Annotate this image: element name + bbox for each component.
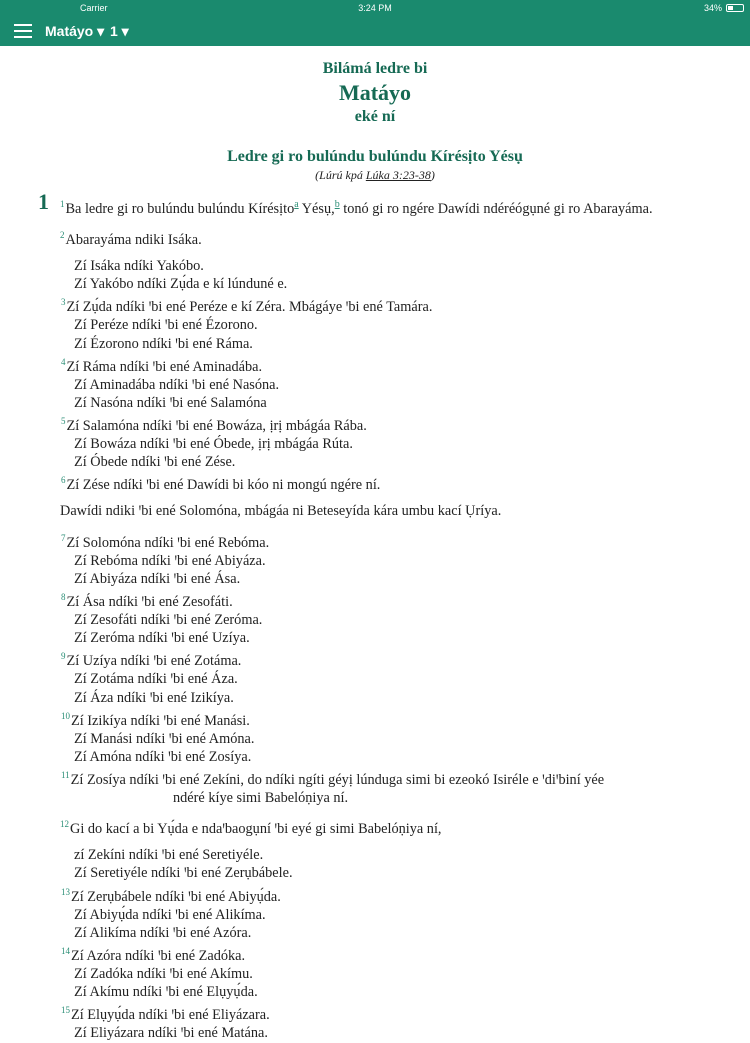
verse-number: 7 <box>61 532 66 543</box>
verse-line <box>0 435 750 453</box>
verse-line <box>0 647 750 670</box>
verse-number: 5 <box>61 416 66 427</box>
verse-text: Zí Akímu ndíki ꞌbi ené Elụyụ́da. <box>74 984 258 1001</box>
verse-text: Zí Ráma ndíki ꞌbi ené Aminadába. <box>66 358 263 375</box>
verse-text: Zí Áza ndíki ꞌbi ené Izikíya. <box>74 689 234 706</box>
verse-line <box>0 864 750 882</box>
verse-text: Zí Eliyázara ndíki ꞌbi ené Matána. <box>74 1025 268 1042</box>
verse-text: zí Zekíni ndíki ꞌbi ené Seretiyéle. <box>74 847 264 864</box>
verse-line <box>0 316 750 334</box>
book-title: Matáyo <box>338 80 412 105</box>
verse-text: Yésụ, <box>298 200 335 217</box>
verse-continuation: ndéré kíye simi Babelóṇiya ní. <box>173 790 349 807</box>
cross-reference-link[interactable]: Lúka 3:23-38 <box>365 168 431 182</box>
verse-line <box>0 906 750 924</box>
verse-text: Zí Zosíya ndíki ꞌbi ené Zekíni, do ndíki ngíti géyị lúnduga simi bi ezeokó Isiréle e ꞌdiꞌbiní yée <box>70 771 605 788</box>
chapter-selector[interactable]: 1 ▾ <box>110 23 129 39</box>
verse-line <box>0 471 750 494</box>
verse-text: Zí Peréze ndíki ꞌbi ené Ézorono. <box>74 317 258 334</box>
verse-line <box>0 629 750 647</box>
battery-icon <box>726 4 744 12</box>
poetry-block-c <box>0 846 750 1042</box>
poetry-block-a <box>0 257 750 495</box>
verse-text: Zí Isáka ndíki Yakóbo. <box>74 257 204 274</box>
scripture-content[interactable] <box>0 46 750 1043</box>
verse-text: tonó gi ro ngére Dawídi ndéréógụné gi ro Abarayáma. <box>339 200 653 217</box>
verse-text: Zí Zadóka ndíki ꞌbi ené Akímu. <box>74 966 253 983</box>
status-time: 3:24 PM <box>358 3 392 13</box>
prose-paragraph: Dawídi ndiki ꞌbi ené Solomóna, mbágáa ni Beteseyída kára umbu kací Ụríya. <box>60 503 502 520</box>
ref-suffix: ) <box>430 168 435 182</box>
status-bar <box>0 0 750 16</box>
chapter-number: 1 <box>38 189 49 214</box>
verse-text: Zí Abiyụ́da ndíki ꞌbi ené Alikíma. <box>74 906 266 923</box>
verse-line <box>0 335 750 353</box>
verse-line <box>0 748 750 766</box>
verse-number: 2 <box>60 229 65 240</box>
verse-line <box>0 412 750 435</box>
verse-number: 10 <box>61 710 70 721</box>
verse-line <box>0 588 750 611</box>
verse-text: Zí Zụ́da ndíki ꞌbi ené Peréze e kí Zéra. Mbágáye ꞌbi ené Tamára. <box>66 299 433 316</box>
verse-text: Gi do kací a bi Yụ́da e ndaꞌbaogụní ꞌbi eyé gi simi Babelóṇiya ní, <box>70 821 442 838</box>
verse-line <box>0 766 750 789</box>
verse-line <box>0 611 750 629</box>
verse-text: Zí Solomóna ndíki ꞌbi ené Rebóma. <box>66 534 270 551</box>
section-heading: Ledre gi ro bulúndu bulúndu Kírésịto Yésụ <box>227 148 523 165</box>
ref-prefix: (Lúrú kpá <box>315 168 366 182</box>
verse-line <box>0 552 750 570</box>
verse-text: Zí Izikíya ndíki ꞌbi ené Manási. <box>71 712 250 729</box>
footnote-b-link[interactable]: b <box>334 199 340 210</box>
verse-text: Zí Ása ndíki ꞌbi ené Zesofáti. <box>66 593 233 610</box>
verse-text: Zí Zotáma ndíki ꞌbi ené Áza. <box>74 671 238 688</box>
verse-text: Zí Bowáza ndíki ꞌbi ené Óbede, ịrị mbágáa Rúta. <box>74 436 353 453</box>
verse-line <box>0 883 750 906</box>
verse-text: Zí Manási ndíki ꞌbi ené Amóna. <box>74 730 255 747</box>
verse-number: 13 <box>61 886 70 897</box>
verse-line <box>0 670 750 688</box>
carrier-label: Carrier <box>80 3 108 13</box>
verse-text: Zí Uzíya ndíki ꞌbi ené Zotáma. <box>66 653 242 670</box>
verse-line <box>0 1001 750 1024</box>
verse-line <box>0 924 750 942</box>
verse-line <box>0 293 750 316</box>
verse-line <box>0 394 750 412</box>
verse-line <box>0 730 750 748</box>
verse-text: Ba ledre gi ro bulúndu bulúndu Kírésịto <box>65 200 295 217</box>
verse-line <box>0 846 750 864</box>
verse-text: Zí Zeróma ndíki ꞌbi ené Uzíya. <box>74 630 250 647</box>
verse-number: 11 <box>61 770 70 781</box>
verse-line <box>0 570 750 588</box>
poetry-block-b <box>0 529 750 789</box>
verse-number: 12 <box>60 819 69 830</box>
verse-text: Zí Alikíma ndíki ꞌbi ené Azóra. <box>74 924 252 941</box>
verse-number: 8 <box>61 592 66 603</box>
verse-text: Zí Salamóna ndíki ꞌbi ené Bowáza, ịrị mbágáa Rába. <box>66 417 367 434</box>
verse-text: Abarayáma ndiki Isáka. <box>65 231 202 248</box>
book-selector[interactable]: Matáyo ▾ <box>45 23 105 39</box>
verse-text: Zí Elụyụ́da ndíki ꞌbi ené Eliyázara. <box>71 1007 270 1024</box>
battery-percent: 34% <box>703 3 722 13</box>
verse-paragraph-12 <box>60 815 690 838</box>
verse-line <box>0 376 750 394</box>
footnote-a-link[interactable]: a <box>294 199 299 210</box>
verse-text: Zí Amóna ndíki ꞌbi ené Zosíya. <box>74 748 252 765</box>
verse-number: 15 <box>61 1005 70 1016</box>
verse-line <box>0 1024 750 1042</box>
verse-line <box>0 257 750 275</box>
verse-line <box>0 529 750 552</box>
verse-number: 6 <box>61 475 66 486</box>
verse-line <box>0 353 750 376</box>
verse-number: 4 <box>61 356 66 367</box>
verse-text: Zí Ézorono ndíki ꞌbi ené Ráma. <box>74 335 253 352</box>
verse-paragraph-2 <box>60 226 690 249</box>
verse-text: Zí Nasóna ndíki ꞌbi ené Salamóna <box>74 394 267 411</box>
verse-text: Zí Abiyáza ndíki ꞌbi ené Ása. <box>74 570 241 587</box>
verse-line <box>0 453 750 471</box>
nav-bar <box>0 16 750 46</box>
verse-text: Zí Yakóbo ndíki Zụ́da e kí lúnduné e. <box>74 276 288 293</box>
verse-line <box>0 275 750 293</box>
verse-text: Zí Rebóma ndíki ꞌbi ené Abiyáza. <box>74 552 266 569</box>
verse-text: Zí Óbede ndíki ꞌbi ené Zése. <box>74 454 236 471</box>
verse-line <box>0 942 750 965</box>
verse-line <box>0 965 750 983</box>
verse-line <box>0 983 750 1001</box>
verse-text: Zí Zesofáti ndíki ꞌbi ené Zeróma. <box>74 611 263 628</box>
verse-text: Zí Azóra ndíki ꞌbi ené Zadóka. <box>71 947 246 964</box>
verse-number: 9 <box>61 651 66 662</box>
verse-paragraph-1 <box>38 189 690 218</box>
book-heading-line1: Bilámá ledre bi <box>322 60 428 77</box>
battery-status <box>704 3 744 13</box>
verse-line <box>0 707 750 730</box>
verse-number: 1 <box>60 199 65 209</box>
verse-text: Zí Zése ndíki ꞌbi ené Dawídi bi kóo ni mongú ngére ní. <box>66 477 381 494</box>
verse-text: Zí Zerụbábele ndíki ꞌbi ené Abiyụ́da. <box>71 888 281 905</box>
cross-reference <box>0 168 750 183</box>
verse-number: 14 <box>61 946 70 957</box>
hamburger-menu-icon[interactable] <box>14 24 32 38</box>
verse-line <box>0 689 750 707</box>
verse-text: Zí Aminadába ndíki ꞌbi ené Nasóna. <box>74 376 280 393</box>
book-heading-line3: eké ní <box>354 108 396 125</box>
verse-text: Zí Seretiyéle ndíki ꞌbi ené Zerụbábele. <box>74 865 293 882</box>
verse-number: 3 <box>61 297 66 308</box>
